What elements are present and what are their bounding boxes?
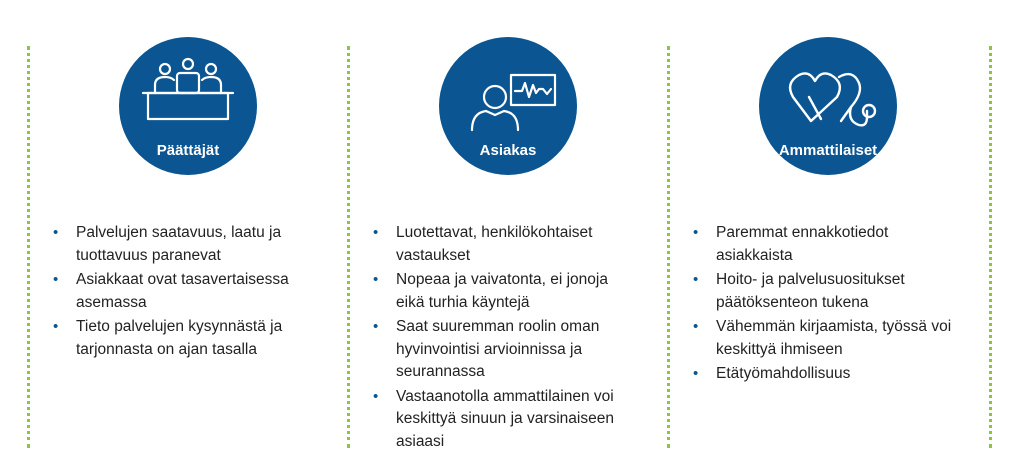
column-customer (370, 0, 670, 459)
list-item: • Luotettavat, henkilökohtaiset vastaukset (370, 222, 640, 267)
column-title: Asiakas (479, 142, 537, 159)
bullet-list (50, 222, 320, 363)
column-title: Päättäjät (156, 142, 220, 159)
professionals-badge (759, 37, 897, 175)
list-item: • Vähemmän kirjaamista, työssä voi keskittyä ihmiseen (690, 316, 960, 361)
list-item: • Vastaanotolla ammattilainen voi keskittyä sinuun ja varsinaiseen asiaasi (370, 386, 640, 454)
customer-badge (439, 37, 577, 175)
list-item: • Tieto palvelujen kysynnästä ja tarjonnasta on ajan tasalla (50, 316, 320, 361)
bullet-list (690, 222, 960, 388)
list-item: • Hoito- ja palvelusuositukset päätöksenteon tukena (690, 269, 960, 314)
list-item: • Palvelujen saatavuus, laatu ja tuottavuus paranevat (50, 222, 320, 267)
column-decision-makers (50, 0, 350, 459)
list-item: • Asiakkaat ovat tasavertaisessa asemassa (50, 269, 320, 314)
column-professionals (690, 0, 990, 459)
list-item: • Paremmat ennakkotiedot asiakkaista (690, 222, 960, 267)
list-item: • Etätyömahdollisuus (690, 363, 960, 386)
bullet-list (370, 222, 640, 455)
list-item: • Nopeaa ja vaivatonta, ei jonoja eikä turhia käyntejä (370, 269, 640, 314)
decision-makers-badge (119, 37, 257, 175)
column-title: Ammattilaiset (778, 142, 878, 159)
divider (27, 46, 30, 448)
list-item: • Saat suuremman roolin oman hyvinvointisi arvioinnissa ja seurannassa (370, 316, 640, 384)
